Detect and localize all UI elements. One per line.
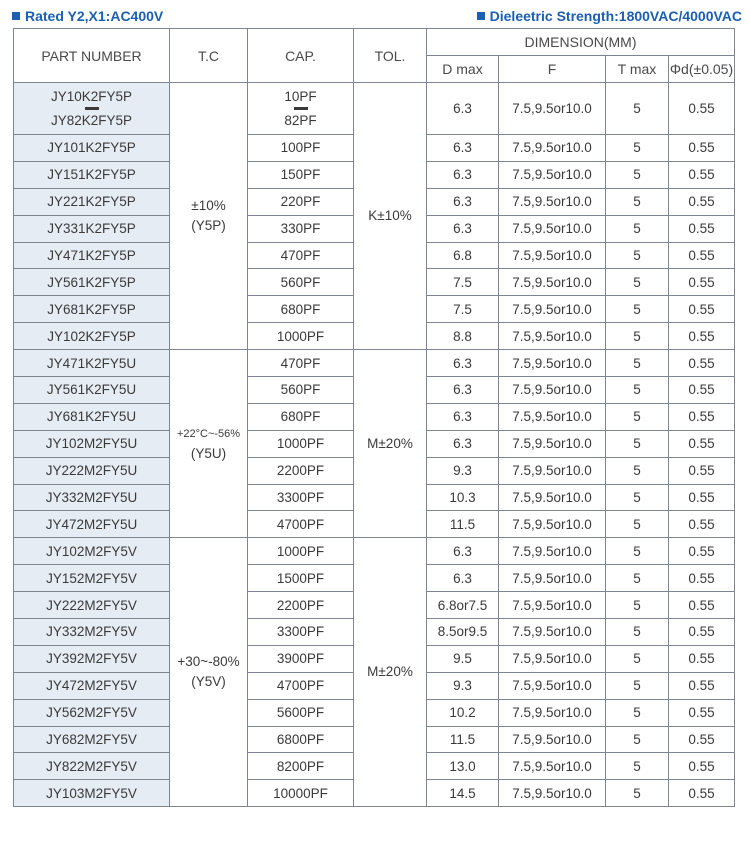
t-max-cell: 5 <box>606 350 669 377</box>
tc-cell <box>170 83 248 350</box>
t-max-cell: 5 <box>606 780 669 807</box>
phi-d-cell: 0.55 <box>669 269 735 296</box>
cap-cell: 2200PF <box>248 457 354 484</box>
cap-cell: 220PF <box>248 188 354 215</box>
t-max-cell: 5 <box>606 296 669 323</box>
cap-cell: 2200PF <box>248 592 354 619</box>
t-max-cell: 5 <box>606 161 669 188</box>
part-number-cell: JY222M2FY5U <box>14 457 170 484</box>
f-cell: 7.5,9.5or10.0 <box>499 780 606 807</box>
t-max-cell: 5 <box>606 430 669 457</box>
part-number-cell: JY392M2FY5V <box>14 645 170 672</box>
t-max-cell: 5 <box>606 565 669 592</box>
t-max-cell: 5 <box>606 511 669 538</box>
part-number-cell: JY562M2FY5V <box>14 699 170 726</box>
t-max-cell: 5 <box>606 403 669 430</box>
phi-d-cell: 0.55 <box>669 780 735 807</box>
tc-value: +30~-80% <box>177 654 240 670</box>
square-bullet-icon <box>477 12 485 20</box>
col-phi-d: Φd(±0.05) <box>669 56 735 83</box>
d-max-cell: 6.3 <box>427 350 499 377</box>
f-cell: 7.5,9.5or10.0 <box>499 377 606 404</box>
table-row <box>14 350 735 377</box>
phi-d-cell: 0.55 <box>669 135 735 162</box>
strength-title: Dieleetric Strength:1800VAC/4000VAC <box>489 8 742 24</box>
d-max-cell: 6.3 <box>427 565 499 592</box>
cap-cell: 330PF <box>248 215 354 242</box>
f-cell: 7.5,9.5or10.0 <box>499 699 606 726</box>
cap-cell: 150PF <box>248 161 354 188</box>
cap-cell <box>248 83 354 135</box>
f-cell: 7.5,9.5or10.0 <box>499 619 606 646</box>
d-max-cell: 10.3 <box>427 484 499 511</box>
t-max-cell: 5 <box>606 645 669 672</box>
tc-code: (Y5P) <box>191 218 226 234</box>
phi-d-cell: 0.55 <box>669 538 735 565</box>
part-number-cell: JY682M2FY5V <box>14 726 170 753</box>
phi-d-cell: 0.55 <box>669 726 735 753</box>
part-number-cell: JY102K2FY5P <box>14 323 170 350</box>
f-cell: 7.5,9.5or10.0 <box>499 215 606 242</box>
title-bar <box>12 6 742 26</box>
d-max-cell: 6.8or7.5 <box>427 592 499 619</box>
f-cell: 7.5,9.5or10.0 <box>499 323 606 350</box>
t-max-cell: 5 <box>606 323 669 350</box>
square-bullet-icon <box>12 12 20 20</box>
col-f: F <box>499 56 606 83</box>
phi-d-cell: 0.55 <box>669 377 735 404</box>
cap-cell: 6800PF <box>248 726 354 753</box>
f-cell: 7.5,9.5or10.0 <box>499 403 606 430</box>
d-max-cell: 6.3 <box>427 430 499 457</box>
d-max-cell: 9.3 <box>427 672 499 699</box>
tc-value: +22°C~-56% <box>176 427 241 440</box>
t-max-cell: 5 <box>606 619 669 646</box>
table-body <box>14 83 735 807</box>
d-max-cell: 14.5 <box>427 780 499 807</box>
part-number-cell: JY103M2FY5V <box>14 780 170 807</box>
tc-cell <box>170 350 248 538</box>
t-max-cell: 5 <box>606 753 669 780</box>
part-number-cell: JY102M2FY5V <box>14 538 170 565</box>
cap-cell: 1000PF <box>248 538 354 565</box>
d-max-cell: 6.3 <box>427 377 499 404</box>
strength-header <box>477 8 742 24</box>
f-cell: 7.5,9.5or10.0 <box>499 457 606 484</box>
f-cell: 7.5,9.5or10.0 <box>499 592 606 619</box>
phi-d-cell: 0.55 <box>669 484 735 511</box>
t-max-cell: 5 <box>606 457 669 484</box>
t-max-cell: 5 <box>606 726 669 753</box>
d-max-cell: 9.3 <box>427 457 499 484</box>
f-cell: 7.5,9.5or10.0 <box>499 83 606 135</box>
cap-cell: 8200PF <box>248 753 354 780</box>
range-dash-icon <box>294 107 308 110</box>
phi-d-cell: 0.55 <box>669 457 735 484</box>
part-number-cell: JY681K2FY5U <box>14 403 170 430</box>
tol-cell: M±20% <box>354 350 427 538</box>
col-tol: TOL. <box>354 29 427 83</box>
tc-code: (Y5V) <box>191 674 226 690</box>
d-max-cell: 6.8 <box>427 242 499 269</box>
f-cell: 7.5,9.5or10.0 <box>499 269 606 296</box>
phi-d-cell: 0.55 <box>669 403 735 430</box>
d-max-cell: 7.5 <box>427 269 499 296</box>
f-cell: 7.5,9.5or10.0 <box>499 430 606 457</box>
phi-d-cell: 0.55 <box>669 323 735 350</box>
phi-d-cell: 0.55 <box>669 215 735 242</box>
t-max-cell: 5 <box>606 538 669 565</box>
col-t-max: T max <box>606 56 669 83</box>
d-max-cell: 6.3 <box>427 135 499 162</box>
col-tc: T.C <box>170 29 248 83</box>
spec-table <box>13 28 735 807</box>
f-cell: 7.5,9.5or10.0 <box>499 511 606 538</box>
part-number: JY10K2FY5P <box>50 89 133 104</box>
cap-cell: 4700PF <box>248 672 354 699</box>
d-max-cell: 6.3 <box>427 215 499 242</box>
d-max-cell: 6.3 <box>427 188 499 215</box>
d-max-cell: 13.0 <box>427 753 499 780</box>
cap-cell: 5600PF <box>248 699 354 726</box>
t-max-cell: 5 <box>606 377 669 404</box>
cap-cell: 1000PF <box>248 323 354 350</box>
cap-cell: 1500PF <box>248 565 354 592</box>
part-number-cell: JY332M2FY5V <box>14 619 170 646</box>
t-max-cell: 5 <box>606 269 669 296</box>
col-part-number: PART NUMBER <box>14 29 170 83</box>
part-number-cell: JY102M2FY5U <box>14 430 170 457</box>
col-dimension: DIMENSION(MM) <box>427 29 735 56</box>
phi-d-cell: 0.55 <box>669 350 735 377</box>
t-max-cell: 5 <box>606 188 669 215</box>
cap-cell: 470PF <box>248 350 354 377</box>
part-number: JY82K2FY5P <box>50 113 133 128</box>
f-cell: 7.5,9.5or10.0 <box>499 135 606 162</box>
part-number-cell: JY561K2FY5P <box>14 269 170 296</box>
phi-d-cell: 0.55 <box>669 83 735 135</box>
phi-d-cell: 0.55 <box>669 645 735 672</box>
t-max-cell: 5 <box>606 484 669 511</box>
f-cell: 7.5,9.5or10.0 <box>499 538 606 565</box>
part-number-cell: JY471K2FY5P <box>14 242 170 269</box>
cap-cell: 680PF <box>248 296 354 323</box>
part-number-cell: JY471K2FY5U <box>14 350 170 377</box>
part-number-cell: JY221K2FY5P <box>14 188 170 215</box>
cap-cell: 560PF <box>248 269 354 296</box>
f-cell: 7.5,9.5or10.0 <box>499 672 606 699</box>
col-d-max: D max <box>427 56 499 83</box>
cap-value: 82PF <box>284 113 317 128</box>
table-row <box>14 538 735 565</box>
tc-code: (Y5U) <box>190 445 227 461</box>
phi-d-cell: 0.55 <box>669 430 735 457</box>
phi-d-cell: 0.55 <box>669 619 735 646</box>
rated-title: Rated Y2,X1:AC400V <box>25 8 164 24</box>
f-cell: 7.5,9.5or10.0 <box>499 726 606 753</box>
phi-d-cell: 0.55 <box>669 296 735 323</box>
d-max-cell: 10.2 <box>427 699 499 726</box>
f-cell: 7.5,9.5or10.0 <box>499 296 606 323</box>
f-cell: 7.5,9.5or10.0 <box>499 753 606 780</box>
cap-value: 10PF <box>284 89 317 104</box>
part-number-cell: JY152M2FY5V <box>14 565 170 592</box>
d-max-cell: 11.5 <box>427 511 499 538</box>
cap-cell: 3900PF <box>248 645 354 672</box>
d-max-cell: 8.5or9.5 <box>427 619 499 646</box>
cap-cell: 100PF <box>248 135 354 162</box>
d-max-cell: 11.5 <box>427 726 499 753</box>
part-number-cell <box>14 83 170 135</box>
phi-d-cell: 0.55 <box>669 699 735 726</box>
phi-d-cell: 0.55 <box>669 565 735 592</box>
part-number-cell: JY822M2FY5V <box>14 753 170 780</box>
cap-cell: 10000PF <box>248 780 354 807</box>
tc-cell <box>170 538 248 807</box>
part-number-cell: JY331K2FY5P <box>14 215 170 242</box>
tc-value: ±10% <box>191 198 226 214</box>
t-max-cell: 5 <box>606 242 669 269</box>
f-cell: 7.5,9.5or10.0 <box>499 484 606 511</box>
cap-cell: 3300PF <box>248 484 354 511</box>
part-number-cell: JY151K2FY5P <box>14 161 170 188</box>
cap-cell: 560PF <box>248 377 354 404</box>
cap-cell: 1000PF <box>248 430 354 457</box>
part-number-cell: JY472M2FY5V <box>14 672 170 699</box>
t-max-cell: 5 <box>606 592 669 619</box>
part-number-cell: JY561K2FY5U <box>14 377 170 404</box>
part-number-cell: JY101K2FY5P <box>14 135 170 162</box>
d-max-cell: 6.3 <box>427 161 499 188</box>
tol-cell: K±10% <box>354 83 427 350</box>
cap-cell: 3300PF <box>248 619 354 646</box>
t-max-cell: 5 <box>606 83 669 135</box>
phi-d-cell: 0.55 <box>669 592 735 619</box>
part-number-cell: JY472M2FY5U <box>14 511 170 538</box>
rated-header <box>12 8 163 24</box>
phi-d-cell: 0.55 <box>669 161 735 188</box>
phi-d-cell: 0.55 <box>669 188 735 215</box>
phi-d-cell: 0.55 <box>669 242 735 269</box>
f-cell: 7.5,9.5or10.0 <box>499 161 606 188</box>
f-cell: 7.5,9.5or10.0 <box>499 188 606 215</box>
col-cap: CAP. <box>248 29 354 83</box>
t-max-cell: 5 <box>606 672 669 699</box>
d-max-cell: 7.5 <box>427 296 499 323</box>
t-max-cell: 5 <box>606 215 669 242</box>
table-row <box>14 83 735 135</box>
t-max-cell: 5 <box>606 699 669 726</box>
d-max-cell: 6.3 <box>427 83 499 135</box>
phi-d-cell: 0.55 <box>669 753 735 780</box>
f-cell: 7.5,9.5or10.0 <box>499 242 606 269</box>
f-cell: 7.5,9.5or10.0 <box>499 350 606 377</box>
phi-d-cell: 0.55 <box>669 672 735 699</box>
d-max-cell: 6.3 <box>427 403 499 430</box>
d-max-cell: 9.5 <box>427 645 499 672</box>
part-number-cell: JY332M2FY5U <box>14 484 170 511</box>
f-cell: 7.5,9.5or10.0 <box>499 565 606 592</box>
t-max-cell: 5 <box>606 135 669 162</box>
range-dash-icon <box>85 107 99 110</box>
d-max-cell: 8.8 <box>427 323 499 350</box>
d-max-cell: 6.3 <box>427 538 499 565</box>
part-number-cell: JY222M2FY5V <box>14 592 170 619</box>
cap-cell: 470PF <box>248 242 354 269</box>
phi-d-cell: 0.55 <box>669 511 735 538</box>
part-number-cell: JY681K2FY5P <box>14 296 170 323</box>
tol-cell: M±20% <box>354 538 427 807</box>
cap-cell: 680PF <box>248 403 354 430</box>
cap-cell: 4700PF <box>248 511 354 538</box>
f-cell: 7.5,9.5or10.0 <box>499 645 606 672</box>
